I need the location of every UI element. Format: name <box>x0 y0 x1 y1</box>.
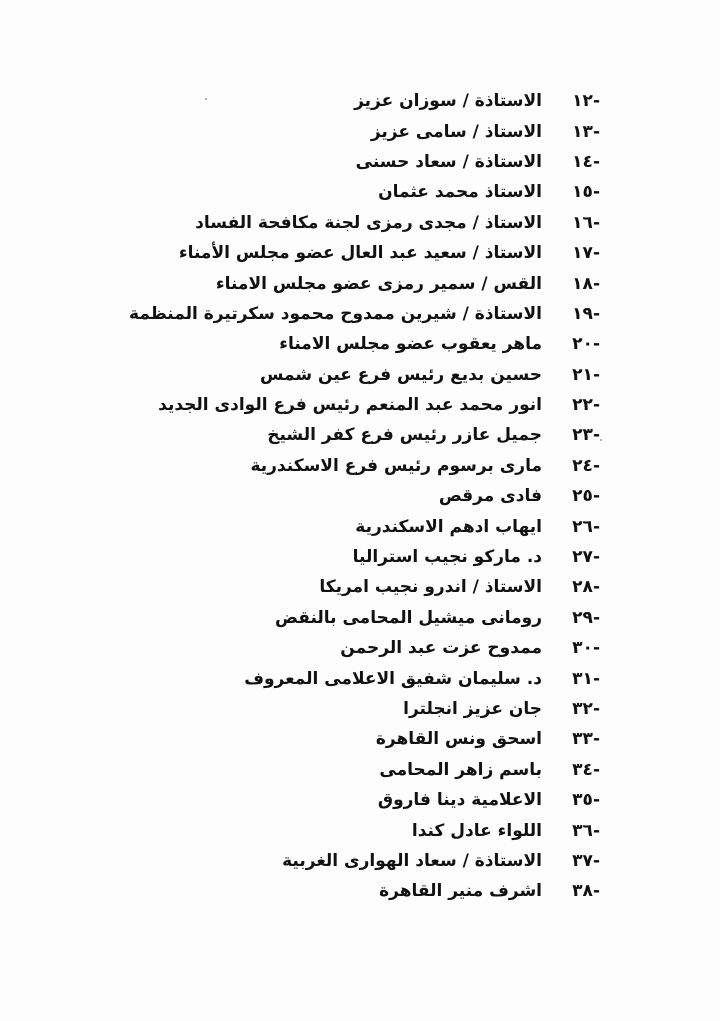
list-item <box>120 238 600 268</box>
item-number: -١٣ <box>572 121 600 142</box>
item-name: ايهاب ادهم الاسكندرية <box>355 516 542 537</box>
item-name: الاستاذة / سعاد حسنى <box>355 151 542 172</box>
list-item <box>120 603 600 633</box>
item-number: -١٨ <box>572 273 600 294</box>
list-item <box>120 694 600 724</box>
item-number: -٢٧ <box>572 547 600 568</box>
item-number: -١٦ <box>572 212 600 233</box>
list-item <box>120 299 600 329</box>
item-number: -١٩ <box>572 303 600 324</box>
list-item <box>120 511 600 541</box>
item-name: د. ماركو نجيب استراليا <box>352 547 542 568</box>
item-number: -٣٧ <box>572 850 600 871</box>
list-item <box>120 420 600 450</box>
item-number: -١٥ <box>572 182 600 203</box>
item-name: جان عزيز انجلترا <box>403 699 542 719</box>
item-name: الاستاذة / شيرين ممدوح محمود سكرتيرة المنظمة <box>129 303 542 324</box>
list-item <box>120 329 600 359</box>
list-item <box>120 86 600 116</box>
item-name: ماهر يعقوب عضو مجلس الامناء <box>279 334 542 355</box>
item-name: الاستاذ / سعيد عبد العال عضو مجلس الأمناء <box>178 243 542 264</box>
item-number: -٣٦ <box>572 820 600 841</box>
list-item <box>120 390 600 420</box>
name-list <box>120 86 600 907</box>
item-name: القس / سمير رمزى عضو مجلس الامناء <box>215 273 542 294</box>
item-name: الاستاذ / سامى عزيز <box>370 121 542 142</box>
item-name: الاستاذة / سوزان عزيز <box>354 91 542 112</box>
list-item <box>120 268 600 298</box>
list-item <box>120 542 600 572</box>
item-number: -٢٨ <box>572 577 600 598</box>
list-item <box>120 815 600 845</box>
item-name: حسين بديع رئيس فرع عين شمس <box>259 364 542 385</box>
item-name: انور محمد عبد المنعم رئيس فرع الوادى الجديد <box>158 395 542 416</box>
list-item <box>120 177 600 207</box>
list-item <box>120 876 600 906</box>
item-number: -١٤ <box>572 151 600 172</box>
list-item <box>120 481 600 511</box>
item-number: -٣٢ <box>572 699 600 719</box>
list-item <box>120 755 600 785</box>
item-number: -٣٠ <box>572 638 600 659</box>
item-number: -٢٥ <box>572 486 600 507</box>
item-number: -٢٩ <box>572 607 600 628</box>
list-item <box>120 147 600 177</box>
item-name: مارى برسوم رئيس فرع الاسكندرية <box>250 455 542 476</box>
item-name: رومانى ميشيل المحامى بالنقض <box>275 607 542 628</box>
item-number: -٣٥ <box>572 790 600 811</box>
item-name: اشرف منير القاهرة <box>379 881 542 902</box>
item-name: جميل عازر رئيس فرع كفر الشيخ <box>267 425 542 446</box>
item-name: فادى مرقص <box>438 486 542 507</box>
list-item <box>120 451 600 481</box>
list-item <box>120 633 600 663</box>
list-item <box>120 846 600 876</box>
item-number: -١٢ <box>572 91 600 112</box>
item-name: الاعلامية دينا فاروق <box>377 790 542 811</box>
list-item <box>120 663 600 693</box>
list-item <box>120 116 600 146</box>
item-name: اللواء عادل كندا <box>411 820 542 841</box>
item-number: -٣١ <box>572 668 600 689</box>
list-item <box>120 785 600 815</box>
scan-speck <box>600 439 602 441</box>
item-name: اسحق ونس القاهرة <box>375 729 542 750</box>
item-name: الاستاذ محمد عثمان <box>378 182 542 203</box>
list-item <box>120 724 600 754</box>
item-number: -٢٠ <box>572 334 600 355</box>
item-number: -٣٣ <box>572 729 600 750</box>
item-number: -٢٣ <box>572 425 600 446</box>
item-number: -٢١ <box>572 364 600 385</box>
item-name: الاستاذ / مجدى رمزى لجنة مكافحة الفساد <box>195 212 542 233</box>
item-number: -٢٢ <box>572 395 600 416</box>
list-item <box>120 208 600 238</box>
list-item <box>120 572 600 602</box>
item-number: -٣٤ <box>572 759 600 780</box>
item-name: الاستاذ / اندرو نجيب امريكا <box>319 577 542 598</box>
item-name: باسم زاهر المحامى <box>379 759 542 780</box>
item-number: -٣٨ <box>572 881 600 902</box>
item-number: -٢٤ <box>572 455 600 476</box>
item-number: -١٧ <box>572 243 600 264</box>
list-item <box>120 360 600 390</box>
item-name: ممدوح عزت عبد الرحمن <box>340 638 542 659</box>
item-name: د. سليمان شفيق الاعلامى المعروف <box>244 668 542 689</box>
item-number: -٢٦ <box>572 516 600 537</box>
item-name: الاستاذة / سعاد الهوارى الغربية <box>282 850 542 871</box>
